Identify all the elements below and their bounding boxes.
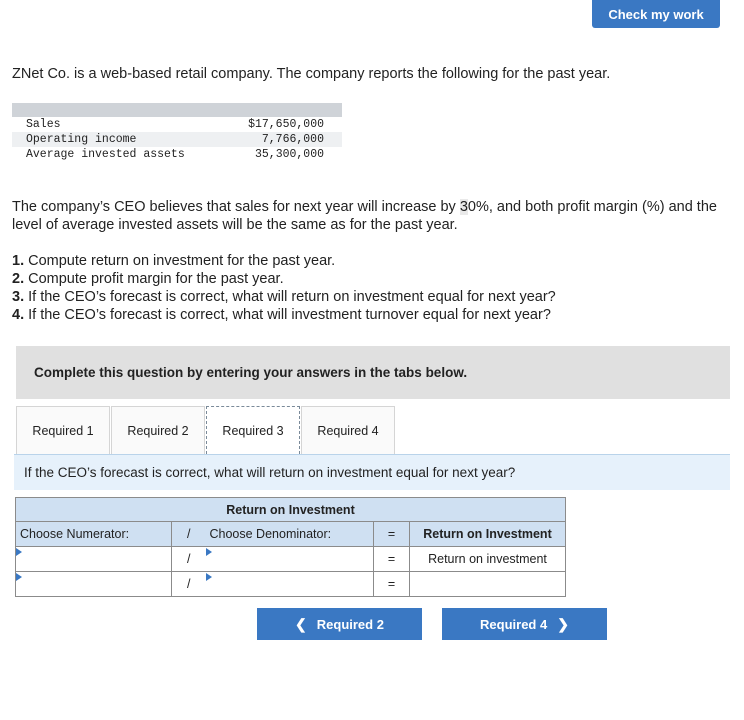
paragraph-text: The company’s CEO believes that sales for next year will increase by (12, 199, 460, 215)
question-number: 2. (12, 271, 25, 287)
question-item (12, 252, 556, 270)
next-required-button[interactable] (442, 608, 607, 640)
question-text: Compute return on investment for the past year. (24, 253, 336, 269)
question-item (12, 288, 556, 306)
data-label: Sales (26, 118, 61, 131)
data-value: $17,650,000 (248, 118, 324, 131)
numerator-select-2[interactable] (16, 572, 172, 597)
denominator-select-2[interactable] (206, 572, 374, 597)
roi-answer-table (15, 497, 566, 597)
data-row-sales (12, 117, 342, 132)
data-table-header (12, 103, 342, 117)
question-item (12, 270, 556, 288)
check-my-work-button[interactable]: Check my work (592, 0, 720, 28)
data-row-average-invested-assets (12, 147, 342, 162)
denominator-label: Choose Denominator: (206, 522, 374, 547)
divider-symbol: / (172, 547, 206, 572)
tab-required-4[interactable]: Required 4 (301, 406, 395, 454)
numerator-label: Choose Numerator: (16, 522, 172, 547)
result-header: Return on Investment (410, 522, 566, 547)
question-text: Compute profit margin for the past year. (24, 271, 284, 287)
question-list (12, 252, 556, 324)
paragraph-text: 0%, and both profit margin (%) and the level of average invested assets will be the same as for the past year. (12, 199, 717, 233)
instructions-text: Complete this question by entering your answers in the tabs below. (34, 365, 468, 380)
ceo-forecast-paragraph (12, 198, 727, 234)
numerator-select-1[interactable] (16, 547, 172, 572)
tab-question-banner (14, 454, 730, 490)
equals-symbol: = (374, 522, 410, 547)
next-button-label: Required 4 (480, 616, 548, 632)
dropdown-flag-icon (16, 573, 22, 581)
highlighted-digit: 3 (459, 199, 468, 215)
data-value: 35,300,000 (254, 148, 324, 161)
data-label: Operating income (26, 133, 137, 146)
prev-required-button[interactable] (257, 608, 422, 640)
intro-text: ZNet Co. is a web-based retail company. The company reports the following for the past year. (12, 66, 611, 82)
instructions-banner (16, 346, 730, 399)
question-number: 3. (12, 289, 25, 305)
tab-question-text: If the CEO’s forecast is correct, what will return on investment equal for next year? (24, 465, 516, 480)
result-input-field-2[interactable] (412, 573, 563, 595)
divider-symbol: / (172, 572, 206, 597)
question-number: 4. (12, 307, 25, 323)
question-item (12, 306, 556, 324)
financial-data-table (12, 103, 342, 162)
dropdown-flag-icon (206, 548, 212, 556)
data-value: 7,766,000 (261, 133, 324, 146)
question-number: 1. (12, 253, 25, 269)
divider-symbol: / (172, 522, 206, 547)
data-label: Average invested assets (26, 148, 185, 161)
tab-required-1[interactable]: Required 1 (16, 406, 110, 454)
dropdown-flag-icon (16, 548, 22, 556)
prev-button-label: Required 2 (316, 616, 384, 632)
chevron-left-icon: ❮ (295, 615, 307, 632)
dropdown-flag-icon (206, 573, 212, 581)
numerator-input-1[interactable] (18, 548, 169, 570)
result-label: Return on investment (410, 547, 566, 572)
chevron-right-icon: ❯ (557, 615, 569, 632)
question-text: If the CEO’s forecast is correct, what will return on investment equal for next year? (24, 289, 556, 305)
equals-symbol: = (374, 547, 410, 572)
equals-symbol: = (374, 572, 410, 597)
result-input-2[interactable] (410, 572, 566, 597)
numerator-input-2[interactable] (18, 573, 169, 595)
tab-required-3[interactable]: Required 3 (206, 406, 300, 454)
data-row-operating-income (12, 132, 342, 147)
tab-required-2[interactable]: Required 2 (111, 406, 205, 454)
denominator-select-1[interactable] (206, 547, 374, 572)
denominator-input-1[interactable] (208, 548, 372, 570)
question-text: If the CEO’s forecast is correct, what will investment turnover equal for next year? (24, 307, 551, 323)
roi-table-title: Return on Investment (16, 498, 566, 522)
denominator-input-2[interactable] (208, 573, 372, 595)
